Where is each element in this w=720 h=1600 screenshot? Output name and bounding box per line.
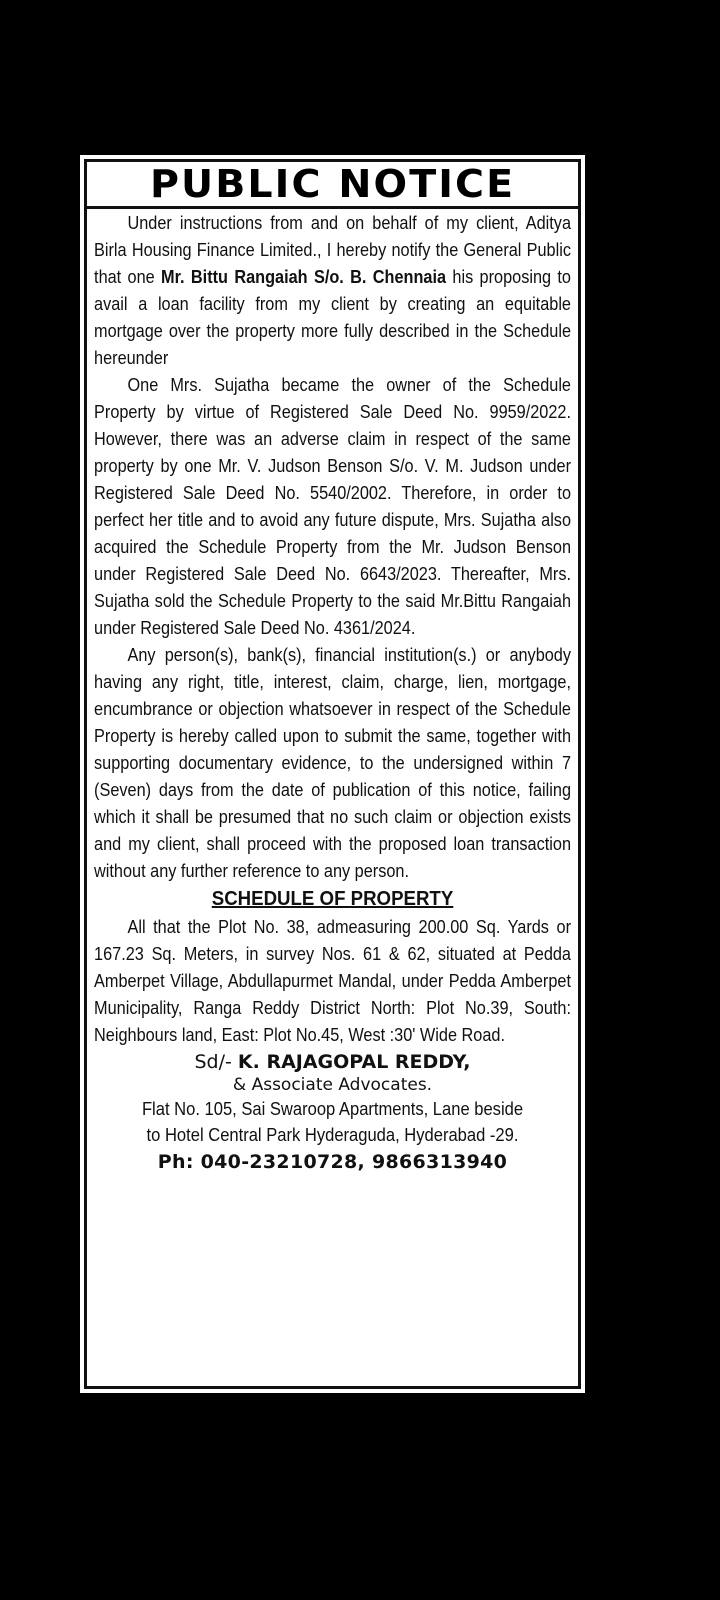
address-line-2: to Hotel Central Park Hyderaguda, Hyderabad -29. — [146, 1125, 519, 1145]
public-notice-clipping — [80, 155, 585, 1393]
schedule-description: All that the Plot No. 38, admeasuring 200.00 Sq. Yards or 167.23 Sq. Meters, in survey Nos. 61 & 62, situated at Pedda Amberpet Village, Abdullapurmet Mandal, under Pedda Amberpet Municipality, Ranga Reddy District North: Plot No.39, South: Neighbours land, East: Plot No.45, West :30' Wide Road. — [94, 916, 572, 1045]
address-line-1: Flat No. 105, Sai Swaroop Apartments, Lane beside — [141, 1099, 524, 1119]
notice-border-frame — [84, 159, 581, 1389]
signatory-line — [87, 1050, 578, 1074]
signature-block — [87, 1050, 578, 1176]
signatory-name: K. RAJAGOPAL REDDY, — [237, 1051, 471, 1073]
firm-name: & Associate Advocates. — [232, 1075, 433, 1095]
notice-title-bar — [87, 162, 578, 209]
notice-paragraph-title-history: One Mrs. Sujatha became the owner of the Schedule Property by virtue of Registered Sale Deed No. 9959/2022. However, there was an adverse claim in respect of the same property by one Mr. V. Judson Benson S/o. V. M. Judson under Registered Sale Deed No. 5540/2002. Therefore, in order to perfect her title and to avoid any future dispute, Mrs. Sujatha also acquired the Schedule Property from the Mr. Judson Benson under Registered Sale Deed No. 6643/2023. Thereafter, Mrs. Sujatha sold the Schedule Property to the said Mr.Bittu Rangaiah under Registered Sale Deed No. 4361/2024. — [94, 374, 572, 638]
borrower-name: Mr. Bittu Rangaiah S/o. B. Chennaia — [161, 266, 447, 287]
notice-title: PUBLIC NOTICE — [149, 162, 516, 206]
notice-paragraph-intro — [94, 209, 571, 371]
intro-text-b: his proposing to avail a loan facility from my client by creating an equitable mortgage over the property more fully described in the Schedule hereunder — [94, 266, 571, 368]
phone-numbers: Ph: 040-23210728, 9866313940 — [157, 1151, 508, 1173]
notice-paragraph-objections: Any person(s), bank(s), financial institution(s.) or anybody having any right, title, interest, claim, charge, lien, mortgage, encumbrance or objection whatsoever in respect of the Schedule Property is hereby called upon to submit the same, together with supporting documentary evidence, to the undersigned within 7 (Seven) days from the date of publication of this notice, failing which it shall be presumed that no such claim or objection exists and my client, shall proceed with the proposed loan transaction without any further reference to any person. — [94, 644, 572, 881]
signature-prefix: Sd/- — [194, 1051, 238, 1073]
intro-text-a: Under instructions from and on behalf of my client, Aditya Birla Housing Finance Limited., I hereby notify the General Public that one — [94, 212, 572, 287]
notice-body — [87, 209, 576, 1048]
schedule-heading: SCHEDULE OF PROPERTY — [211, 888, 454, 910]
